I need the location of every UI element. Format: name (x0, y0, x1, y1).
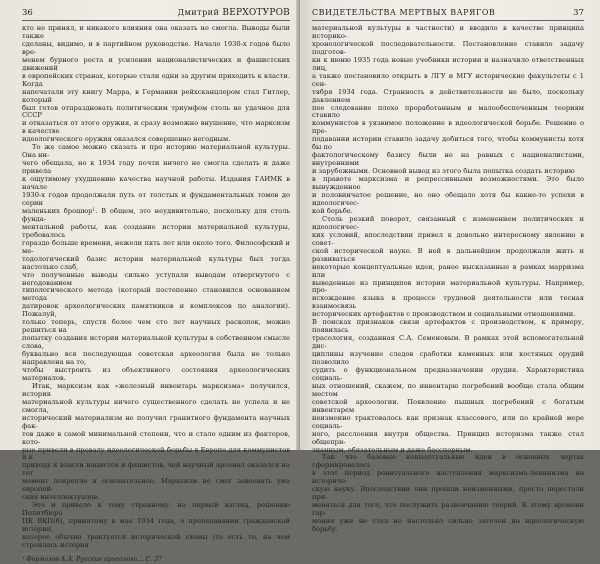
right-paragraph: материальной культуры в частности) и вводило в качестве принципа историко- хронологической последовательности. Постановление ставило задачу подготов- ки к июню 1935 года новые учебники истории и назначило ответственных лиц, а также постановило открыть в ЛГУ и МГУ исторические факультеты с 1 сен- тября 1934 года. Странность в действительности не было, поскольку давлением пее следование плохо проработанным и малообеспеченным теориям ставило коммунистов в уязвимое положение в идеологической борьбе. Решение о пре- подавании истории ставило задачу добиться того, чтобы коммунисты хотя бы по фактологическому базису были не на равных с националистами, внутренними и зарубежными. Основной вывод из этого была попытка создать историю в правоте марксизма и репрессивными возможностями. Это было вынужденное и половинчатое решение, но оно обещало хотя бы какие-то успехи в идеологичес- кой борьбе. (312, 24, 584, 215)
right-paragraph: Так что базовые концептуальные идеи в основных чертах сформировалось в этот период ренитуального наступления марксизма-ленинизма на историче- скую науку. Впоследствии они прошли неизменными, просто перестали при- меняться для того, что послужить развенчанию теорий. К этому времени гар- мония уже не стал не настолько сильно заточен на идеологическую борьбу. (312, 453, 584, 534)
right-page (300, 0, 600, 534)
left-paragraph: То же самое можно сказать и про историю материальной культуры. Она ни- чего обещала, но к 1934 году почти ничего не смогла сделать и даже привела к ощутимому ухудшению качества научной работы. Издания ГАИМК в начале 1930-х годов продолжали путь от толстых и фундаментальных томов до серии маленьких брошюр¹. В общем, это неудивительно, поскольку для столь фунда- ментальной работы, как создание истории материальной культуры, требовалось гораздо больше времени, нежели пять лет или около того. Философский и ме- тодологический базис истории материальной культуры был тогда настолько слаб, что полученные выводы сильно уступали выводам отвергнутого с негодованием типологического метода (который постепенно становился основанием метода датировок археологических памятников и комплексов по аналогии). Пожалуй, только теперь, спустя более чем сто лет научных раскопок, можно решиться на попытку создания истории материальной культуры в собственном смысле слова, буквально вся последующая советская археология была не только направлена на то, чтобы выстроить из объективного состояния археологических материалов. (22, 143, 290, 382)
left-paragraph: Это и привело к тому странному, на первый взгляд, решению Политбюро ЦК ВКП(б), принятому в мае 1934 года, о преподавании гражданской истории, которое обычно трактуется исторической схемы (то есть то, на чем строилась история (22, 501, 290, 549)
left-paragraph: Итак, марксизм как «железный инвентарь марксизма» получился, история материальной культуры ничего существенного сделать не успела и не смогла, исторический материализм не получил гранитного фундамента научных фак- тов даже в самой минимальной степени, что и стало одним из факторов, кото- рые привели в провалу идеологической борьбы в Европе для коммунистов и к приходу к власти нацистов и фашистов, чей научный арсенал оказался на тот момент покрепче и основательнее. Марксизм не смог завоевать ума европей- ских интеллектуалов. (22, 381, 290, 502)
left-page-number: 36 (22, 8, 33, 18)
left-page (0, 0, 300, 563)
left-paragraph: кто не принял, и никакого влияния она оказать не смогла. Выводы были также сделаны, видимо, и в партийном руководстве. Начало 1930-х годов было вре- менем бурного роста и усиления националистических и фашистских движений в европейских странах, которые стали одни за другим приходить к власти. Когда напечатали эту книгу Марра, в Германии рейхсканцлером стал Гитлер, который был готов отпраздновать политическим триумфом столь не удачное для СССР и отказаться от этого оружия, и сразу возможно внушение, что марксизм в качестве идеологического оружия оказался совершенно негодным. (22, 24, 290, 144)
left-running-title: Дмитрий ВЕРХОТУРОВ (177, 8, 290, 18)
footnote: ¹ Формозов А.А. Русские археологи… С. 37. (22, 555, 165, 563)
right-running-title: СВИДЕТЕЛЬСТВА МЕРТВЫХ ВАРЯГОВ (312, 8, 496, 17)
right-page-number: 37 (573, 8, 584, 18)
left-running-head (22, 6, 290, 21)
footnote-rule (22, 553, 82, 554)
right-running-head (312, 6, 584, 21)
right-paragraph: Столь резкий поворот, связанный с изменением политических и идеологичес- ких условий, впоследствии привел к довольно интересному явлению в совет- ской исторической науке. В ней в дальнейшем продолжали жить и развиваться некоторые концептуальные идеи, ранее высказанные в рамках марризма или выведенные из принципов истории материальной культуры. Например, про- исхождение языка в процессе трудовой деятельности или тесная взаимосвязь исторических артефактов с производством и социальными отношениями. В поисках признаков связи артефактов с производством, к примеру, появилась трасология, созданная С.А. Семеновым. В рамках этой вспомогательной дис- циплины изучение следов сработки каменных или костяных орудий позволило судить о функциональном предназначении орудия. Характеристика социаль- ных отношений, скажем, по инвентарю погребений вообще стала общим местом советской археологии. Появление пышных погребений с богатым инвентарем неизменно трактовалось как признак классового, или по крайней мере социаль- ного, расслоения внутри общества. Принцип историзма также стал общепри- знанным, обязательным и даже бесспорным. (312, 214, 584, 454)
